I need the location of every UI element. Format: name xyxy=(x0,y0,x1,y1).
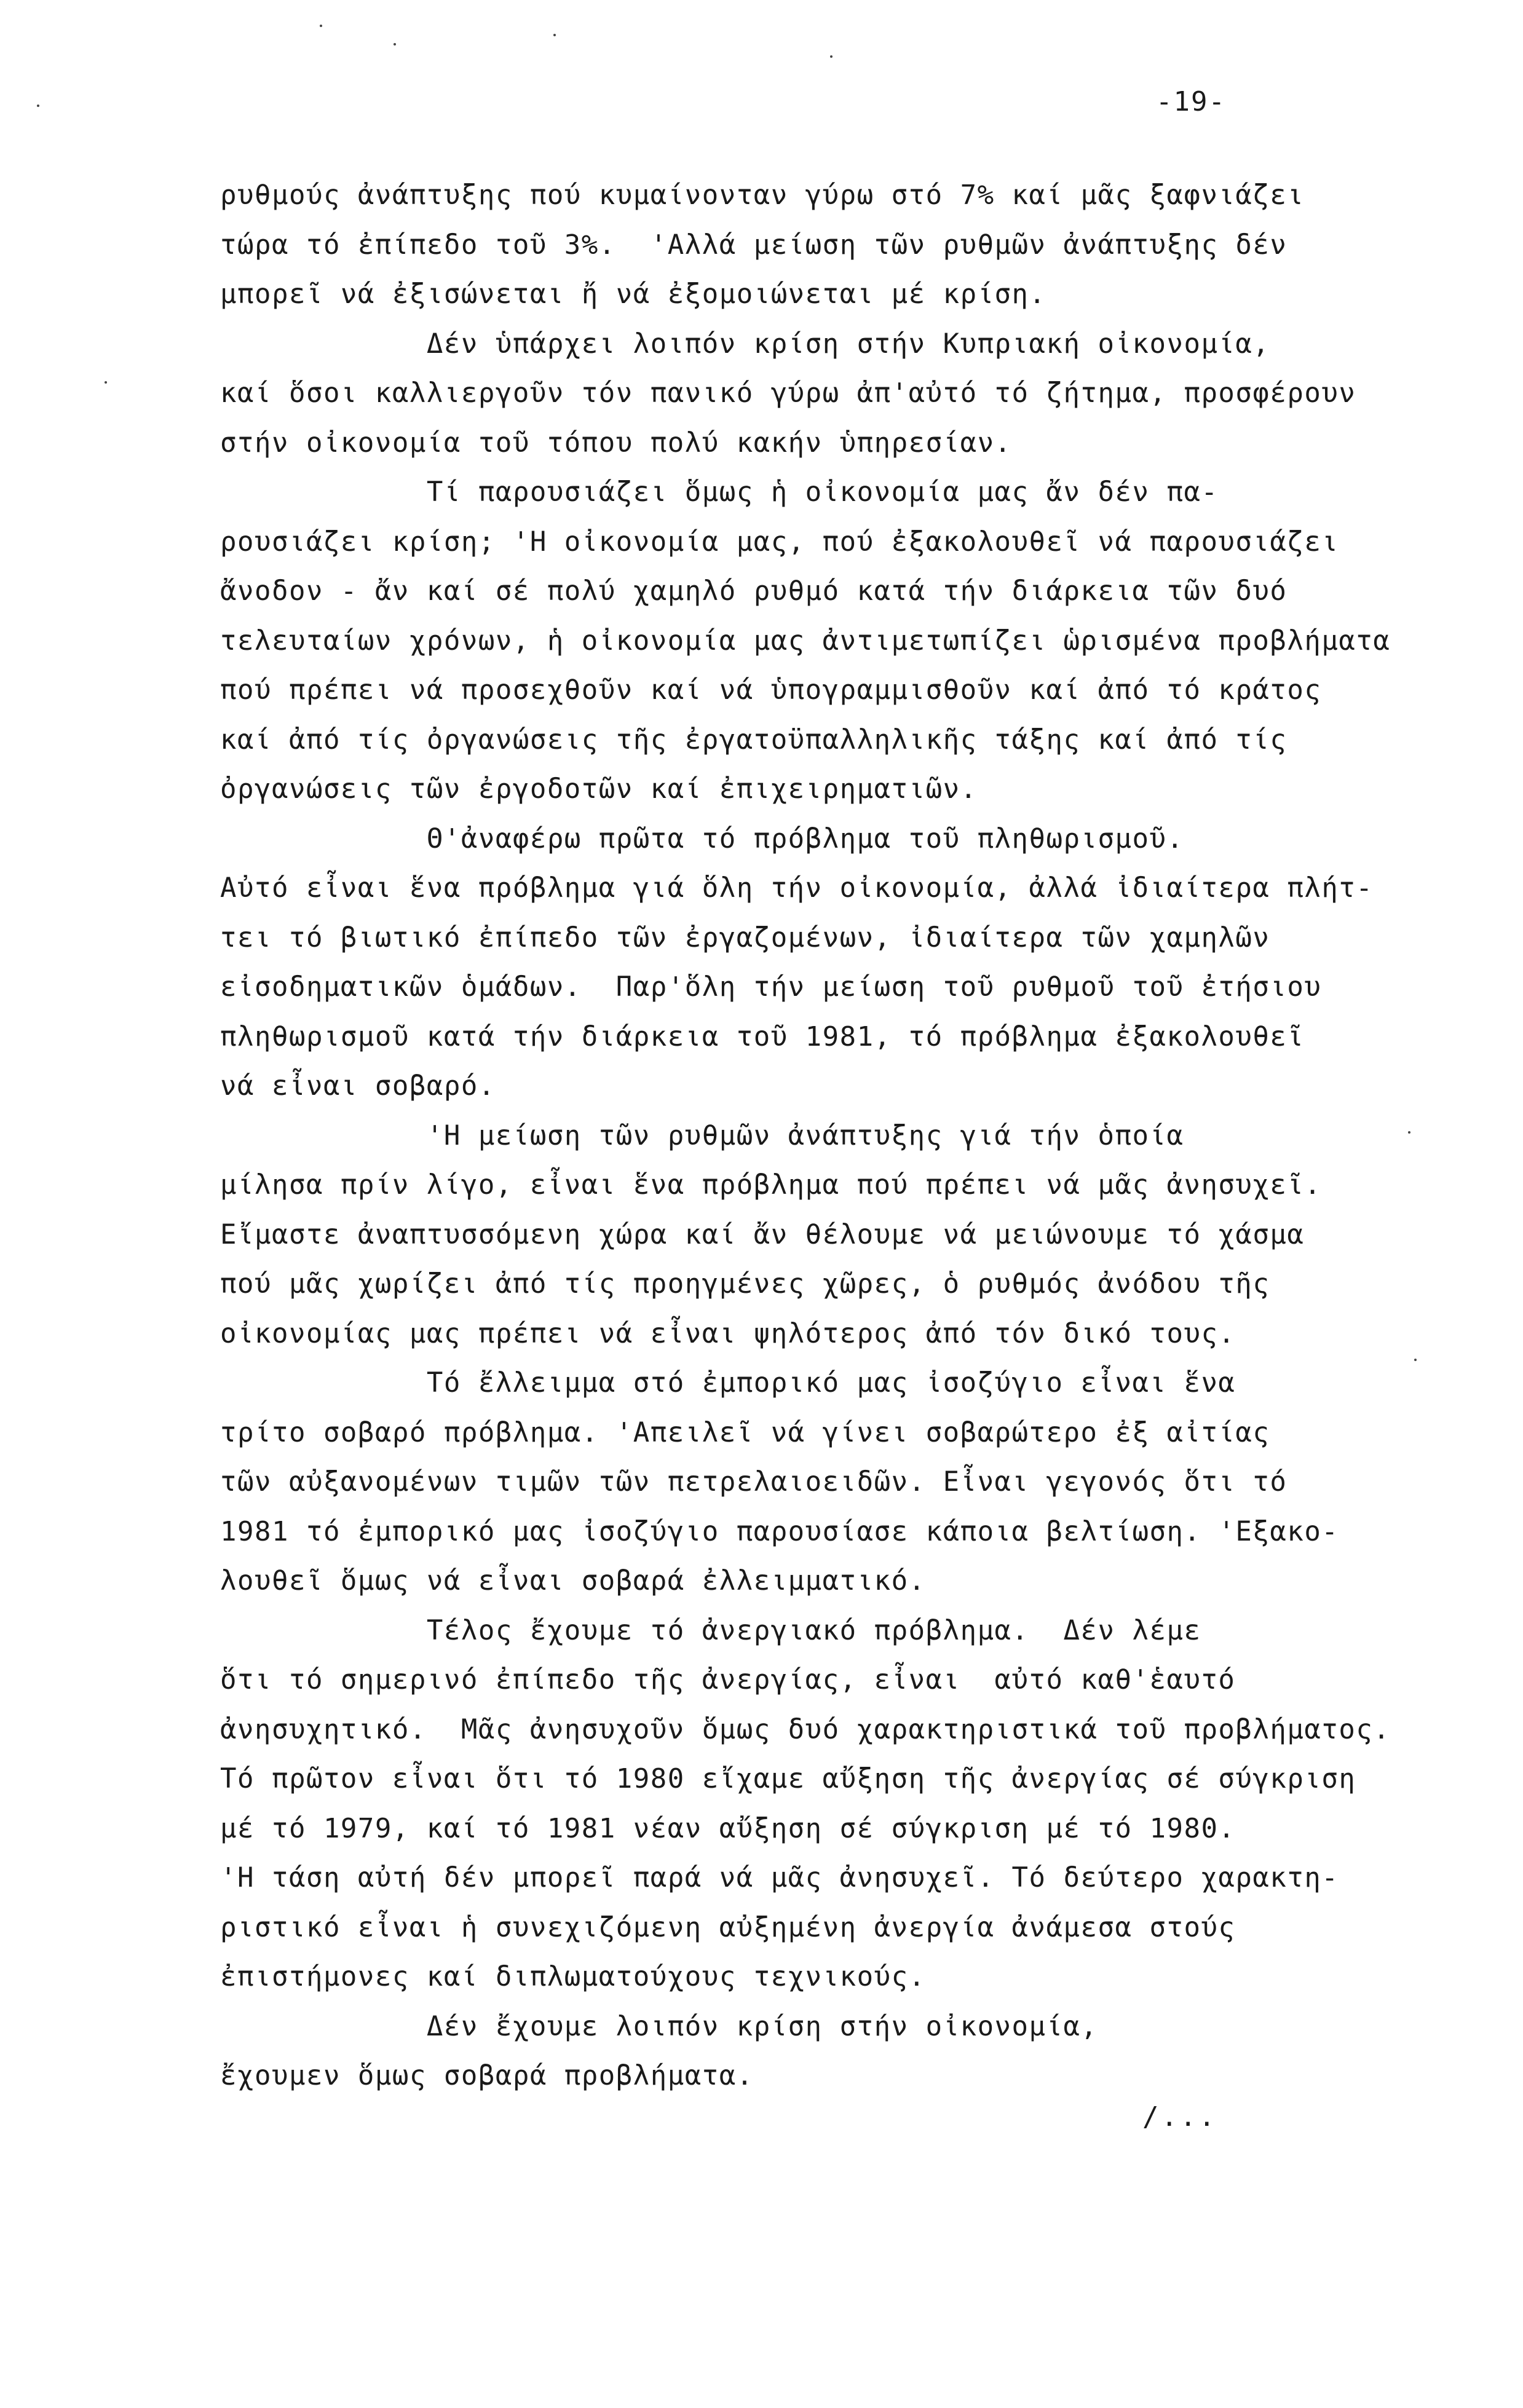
text-line: 1981 τό ἐμπορικό μας ἰσοζύγιο παρουσίασε κάποια βελτίωση. 'Εξακο- xyxy=(220,1515,1339,1547)
text-line: τει τό βιωτικό ἐπίπεδο τῶν ἐργαζομένων, ἰδιαίτερα τῶν χαμηλῶν xyxy=(220,922,1270,953)
text-line: 'Η τάση αὐτή δέν μπορεῖ παρά νά μᾶς ἀνησυχεῖ. Τό δεύτερο χαρακτη- xyxy=(220,1862,1339,1893)
text-line: μέ τό 1979, καί τό 1981 νέαν αὔξηση σέ σύγκριση μέ τό 1980. xyxy=(220,1812,1236,1844)
scan-speck xyxy=(830,55,833,58)
text-line: μίλησα πρίν λίγο, εἶναι ἕνα πρόβλημα πού πρέπει νά μᾶς ἀνησυχεῖ. xyxy=(220,1169,1322,1201)
scan-speck xyxy=(553,34,556,36)
text-line: ρουσιάζει κρίση; 'Η οἰκονομία μας, πού ἐξακολουθεῖ νά παρουσιάζει xyxy=(220,526,1339,558)
text-line: Τί παρουσιάζει ὅμως ἡ οἰκονομία μας ἄν δέν πα- xyxy=(220,476,1219,508)
text-line: Αὐτό εἶναι ἕνα πρόβλημα γιά ὅλη τήν οἰκονομία, ἀλλά ἰδιαίτερα πλήτ- xyxy=(220,872,1374,904)
scan-speck xyxy=(105,381,107,384)
text-line: τῶν αὐξανομένων τιμῶν τῶν πετρελαιοειδῶν. Εἶναι γεγονός ὅτι τό xyxy=(220,1466,1288,1498)
text-line: εἰσοδηματικῶν ὁμάδων. Παρ'ὅλη τήν μείωση τοῦ ρυθμοῦ τοῦ ἐτήσιου xyxy=(220,971,1322,1003)
text-line: στήν οἰκονομία τοῦ τόπου πολύ κακήν ὑπηρεσίαν. xyxy=(220,427,1012,459)
scan-speck xyxy=(37,105,39,107)
text-line: οἰκονομίας μας πρέπει νά εἶναι ψηλότερος ἀπό τόν δικό τους. xyxy=(220,1317,1236,1349)
text-line: 'Η μείωση τῶν ρυθμῶν ἀνάπτυξης γιά τήν ὁποία xyxy=(220,1119,1184,1151)
text-line: ὅτι τό σημερινό ἐπίπεδο τῆς ἀνεργίας, εἶναι αὐτό καθ'ἑαυτό xyxy=(220,1664,1236,1695)
scan-speck xyxy=(320,25,322,27)
text-line: Τό ἔλλειμμα στό ἐμπορικό μας ἰσοζύγιο εἶναι ἕνα xyxy=(220,1367,1236,1399)
text-line: ὀργανώσεις τῶν ἐργοδοτῶν καί ἐπιχειρηματιῶν. xyxy=(220,773,978,805)
text-line: Δέν ἔχουμε λοιπόν κρίση στήν οἰκονομία, xyxy=(220,2010,1098,2042)
text-line: ριστικό εἶναι ἡ συνεχιζόμενη αὐξημένη ἀνεργία ἀνάμεσα στούς xyxy=(220,1911,1236,1943)
text-line: πού μᾶς χωρίζει ἀπό τίς προηγμένες χῶρες, ὁ ρυθμός ἀνόδου τῆς xyxy=(220,1268,1270,1300)
text-line: λουθεῖ ὅμως νά εἶναι σοβαρά ἐλλειμματικό. xyxy=(220,1565,926,1597)
text-line: τελευταίων χρόνων, ἡ οἰκονομία μας ἀντιμετωπίζει ὡρισμένα προβλήματα xyxy=(220,625,1391,657)
scan-speck xyxy=(1408,1131,1410,1134)
text-line: ἐπιστήμονες καί διπλωματούχους τεχνικούς. xyxy=(220,1961,926,1992)
scan-speck xyxy=(394,43,396,45)
text-line: Τέλος ἔχουμε τό ἀνεργιακό πρόβλημα. Δέν λέμε xyxy=(220,1614,1201,1646)
text-line: πληθωρισμοῦ κατά τήν διάρκεια τοῦ 1981, τό πρόβλημα ἐξακολουθεῖ xyxy=(220,1020,1305,1052)
text-line: πού πρέπει νά προσεχθοῦν καί νά ὑπογραμμισθοῦν καί ἀπό τό κράτος xyxy=(220,674,1322,706)
text-line: μπορεῖ νά ἐξισώνεται ἤ νά ἐξομοιώνεται μέ κρίση. xyxy=(220,278,1046,310)
text-line: Δέν ὑπάρχει λοιπόν κρίση στήν Κυπριακή οἰκονομία, xyxy=(220,328,1270,360)
text-line: Εἴμαστε ἀναπτυσσόμενη χώρα καί ἄν θέλουμε νά μειώνουμε τό χάσμα xyxy=(220,1218,1305,1250)
text-line: τρίτο σοβαρό πρόβλημα. 'Απειλεῖ νά γίνει σοβαρώτερο ἐξ αἰτίας xyxy=(220,1416,1270,1448)
text-line: ἀνησυχητικό. Μᾶς ἀνησυχοῦν ὅμως δυό χαρακτηριστικά τοῦ προβλήματος. xyxy=(220,1713,1391,1745)
body-text xyxy=(220,171,1462,2101)
text-line: Τό πρῶτον εἶναι ὅτι τό 1980 εἴχαμε αὔξηση τῆς ἀνεργίας σέ σύγκριση xyxy=(220,1763,1356,1794)
text-line: ρυθμούς ἀνάπτυξης πού κυμαίνονταν γύρω στό 7% καί μᾶς ξαφνιάζει xyxy=(220,180,1305,211)
text-line: ἔχουμεν ὅμως σοβαρά προβλήματα. xyxy=(220,2060,754,2091)
text-line: καί ἀπό τίς ὀργανώσεις τῆς ἐργατοϋπαλληλικῆς τάξης καί ἀπό τίς xyxy=(220,724,1288,756)
page-number: -19- xyxy=(1156,86,1226,117)
text-line: Θ'ἀναφέρω πρῶτα τό πρόβλημα τοῦ πληθωρισμοῦ. xyxy=(220,823,1184,855)
continuation-mark: /... xyxy=(1142,2101,1217,2133)
text-line: καί ὅσοι καλλιεργοῦν τόν πανικό γύρω ἀπ'αὐτό τό ζήτημα, προσφέρουν xyxy=(220,377,1356,409)
text-line: νά εἶναι σοβαρό. xyxy=(220,1070,496,1102)
text-line: τώρα τό ἐπίπεδο τοῦ 3%. 'Αλλά μείωση τῶν ρυθμῶν ἀνάπτυξης δέν xyxy=(220,229,1288,261)
scan-speck xyxy=(1414,1359,1417,1361)
text-line: ἄνοδον - ἄν καί σέ πολύ χαμηλό ρυθμό κατά τήν διάρκεια τῶν δυό xyxy=(220,575,1288,607)
